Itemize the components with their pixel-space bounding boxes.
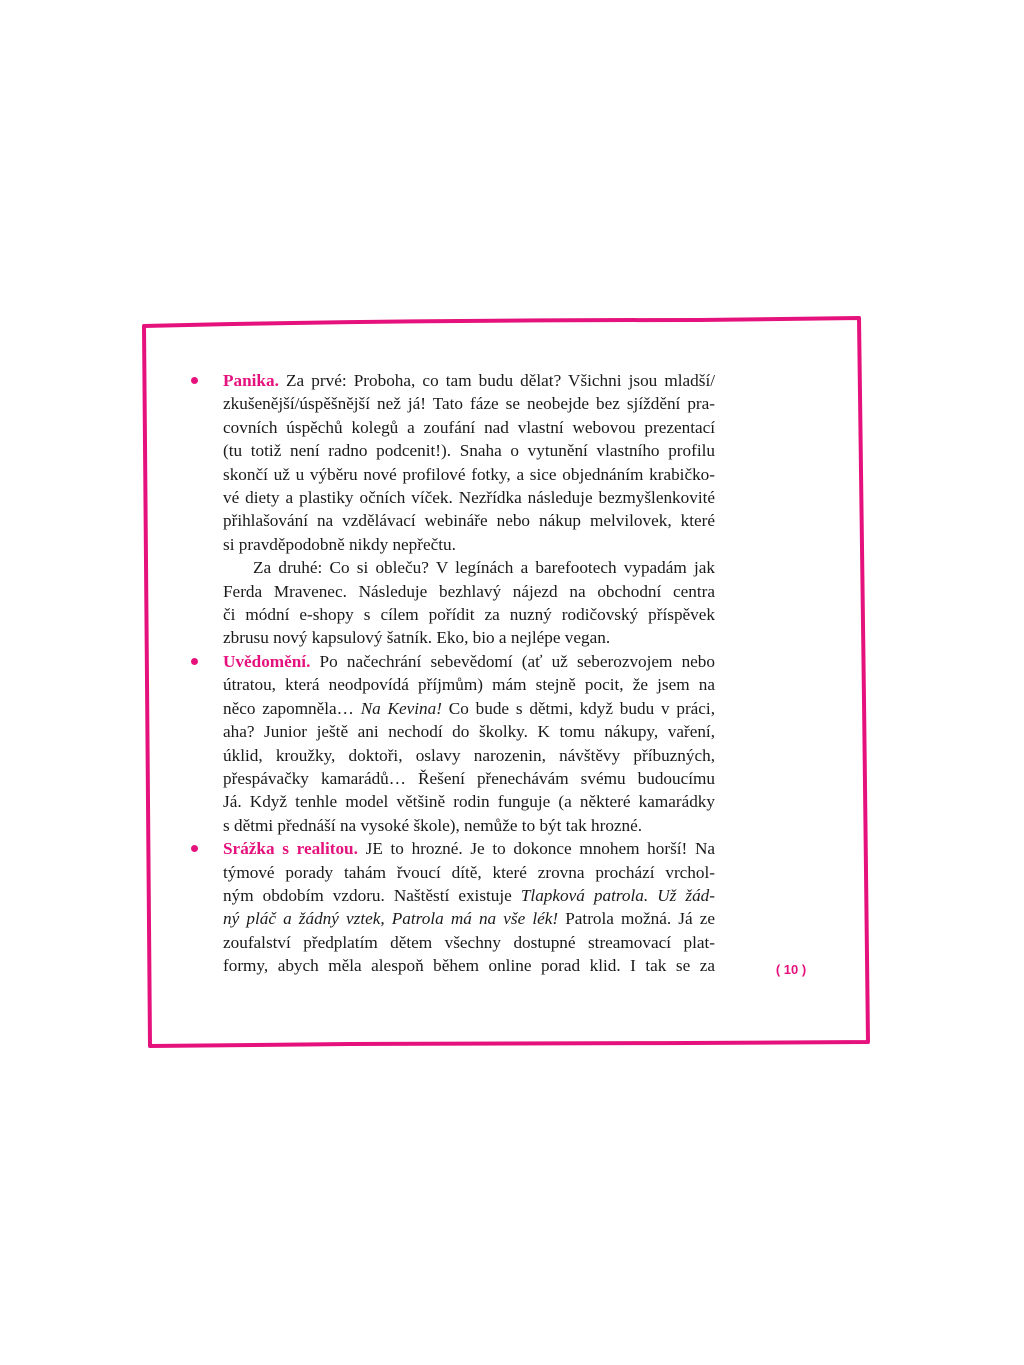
text-line: Ferda Mravenec. Následuje bezhlavý nájezd na obchodní centra	[223, 581, 715, 601]
text-line: přihlašování na vzdělávací webináře nebo nákup melvilovek, které	[223, 511, 715, 531]
text-line: aha? Junior ještě ani nechodí do školky. K tomu nákupy, vaření,	[223, 722, 715, 742]
text-line: týmové porady tahám řvoucí dítě, které zrovna prochází vrchol-	[223, 862, 715, 882]
text-line: formy, abych měla alespoň během online porad klid. I tak se za	[223, 956, 715, 976]
text-line: něco zapomněla… Na Kevina! Co bude s dětmi, když budu v práci,	[223, 698, 716, 718]
text-line: zoufalství předplatím dětem všechny dostupné streamovací plat-	[223, 932, 715, 952]
text-line: ný pláč a žádný vztek, Patrola má na vše lék! Patrola možná. Já ze	[223, 909, 715, 929]
bullet-icon	[191, 650, 200, 673]
text-line: ným obdobím vzdoru. Naštěstí existuje Tlapková patrola. Už žád-	[223, 885, 715, 905]
text-line: zbrusu nový kapsulový šatník. Eko, bio a nejlépe vegan.	[223, 628, 611, 648]
text-line: Za prvé: Proboha, co tam budu dělat? Všichni jsou mladší/	[286, 371, 716, 390]
item-heading: Panika.	[223, 371, 279, 390]
text-line: či módní e-shopy s cílem pořídit za nuzný rodičovský příspěvek	[223, 605, 715, 625]
text-line: Já. Když tenhle model většině rodin funguje (a některé kamarádky	[223, 792, 715, 812]
main-text	[223, 369, 715, 978]
text-line: (tu totiž není radno podcenit!). Snaha o vytunění vlastního profilu	[223, 441, 715, 461]
bullet-icon	[191, 837, 200, 860]
list-item-panika	[223, 369, 715, 650]
item-heading: Srážka s realitou.	[223, 839, 358, 859]
text-line: Za druhé: Co si obleču? V legínách a barefootech vypadám jak	[253, 558, 715, 578]
item-heading: Uvědomění.	[223, 651, 311, 671]
page-number: ( 10 )	[775, 962, 807, 977]
text-line: skončí už u výběru nové profilové fotky, a sice objednáním krabičko-	[223, 464, 715, 484]
text-line: přespávačky kamarádů… Řešení přenechávám svému budoucímu	[223, 768, 715, 788]
list-item-uvedomeni	[223, 650, 715, 837]
list-item-srazka	[223, 837, 715, 977]
text-line: útratou, která neodpovídá příjmům) mám stejně pocit, že jsem na	[223, 675, 715, 695]
text-line: úklid, kroužky, doktoři, oslavy narozenin, návštěvy příbuzných,	[223, 745, 715, 765]
text-line: covních úspěchů kolegů a zoufání nad vlastní webovou prezentací	[223, 417, 715, 437]
text-line: s dětmi přednáší na vysoké škole), nemůže to být tak hrozné.	[223, 815, 643, 835]
text-line: vé diety a plastiky očních víček. Nezřídka následuje bezmyšlenkovité	[223, 488, 715, 508]
text-line: zkušenější/úspěšnější než já! Tato fáze se neobejde bez sjíždění pra-	[223, 394, 715, 414]
text-line: Po načechrání sebevědomí (ať už seberozvojem nebo	[319, 651, 715, 671]
text-line: si pravděpodobně nikdy nepřečtu.	[223, 534, 456, 554]
bullet-icon	[191, 369, 200, 392]
text-line: JE to hrozné. Je to dokonce mnohem horší! Na	[365, 839, 716, 859]
